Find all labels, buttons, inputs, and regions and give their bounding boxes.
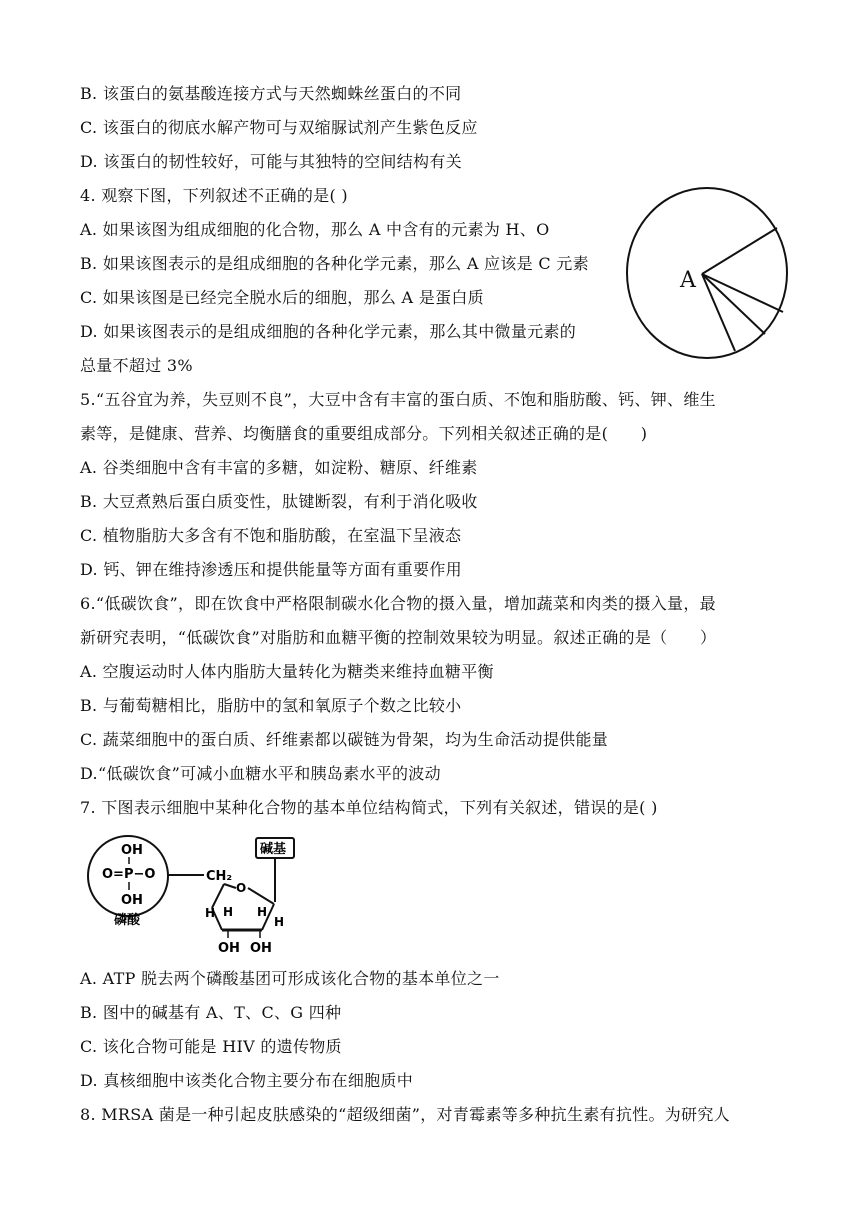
pie-divider-2 [702, 274, 783, 312]
q4-stem: 4. 观察下图，下列叙述不正确的是( ) [80, 186, 348, 205]
q7-option-a: A. ATP 脱去两个磷酸基团可形成该化合物的基本单位之一 [80, 969, 500, 988]
q4-option-a: A. 如果该图为组成细胞的化合物，那么 A 中含有的元素为 H、O [80, 220, 550, 239]
q6-stem-line1: 6.“低碳饮食”，即在饮食中严格限制碳水化合物的摄入量，增加蔬菜和肉类的摄入量，最 [80, 594, 716, 613]
pie-divider-1 [702, 228, 777, 274]
q4-option-c: C. 如果该图是已经完全脱水后的细胞，那么 A 是蛋白质 [80, 288, 484, 307]
q5-stem-line1: 5.“五谷宜为养，失豆则不良”，大豆中含有丰富的蛋白质、不饱和脂肪酸、钙、钾、维生 [80, 390, 716, 409]
q7-option-d: D. 真核细胞中该类化合物主要分布在细胞质中 [80, 1071, 414, 1090]
phosphate-oh-bottom: OH [121, 893, 143, 908]
q3-option-c: C. 该蛋白的彻底水解产物可与双缩脲试剂产生紫色反应 [80, 118, 478, 137]
q5-option-c: C. 植物脂肪大多含有不饱和脂肪酸，在室温下呈液态 [80, 526, 462, 545]
sugar-bond-5 [248, 888, 274, 904]
q4-pie-figure [622, 186, 792, 362]
q7-option-b: B. 图中的碱基有 A、T、C、G 四种 [80, 1003, 342, 1022]
h-label-1: H [205, 906, 216, 920]
phosphate-oh-top: OH [121, 843, 143, 858]
phosphate-p-row: O=P−O [102, 867, 156, 882]
ch2-label: CH₂ [206, 869, 233, 884]
q4-option-d-line1: D. 如果该图表示的是组成细胞的各种化学元素，那么其中微量元素的 [80, 322, 577, 341]
h-label-3: H [257, 905, 268, 919]
ring-oxygen: O [236, 881, 247, 895]
q7-nucleotide-structure [84, 830, 324, 960]
q5-option-b: B. 大豆煮熟后蛋白质变性，肽键断裂，有利于消化吸收 [80, 492, 478, 511]
q5-option-d: D. 钙、钾在维持渗透压和提供能量等方面有重要作用 [80, 560, 462, 579]
pie-divider-3 [702, 274, 765, 334]
q7-stem: 7. 下图表示细胞中某种化合物的基本单位结构简式，下列有关叙述，错误的是( ) [80, 798, 658, 817]
q6-option-b: B. 与葡萄糖相比，脂肪中的氢和氧原子个数之比较小 [80, 696, 462, 715]
q3-option-b: B. 该蛋白的氨基酸连接方式与天然蜘蛛丝蛋白的不同 [80, 84, 462, 103]
oh-label-1: OH [218, 941, 240, 956]
h-label-2: H [223, 905, 234, 919]
q6-option-a: A. 空腹运动时人体内脂肪大量转化为糖类来维持血糖平衡 [80, 662, 494, 681]
q6-stem-line2: 新研究表明，“低碳饮食”对脂肪和血糖平衡的控制效果较为明显。叙述正确的是（ ） [80, 628, 717, 647]
q6-option-c: C. 蔬菜细胞中的蛋白质、纤维素都以碳链为骨架，均为生命活动提供能量 [80, 730, 609, 749]
q4-option-d-line2: 总量不超过 3% [80, 356, 193, 375]
h-label-4: H [274, 915, 285, 929]
q5-option-a: A. 谷类细胞中含有丰富的多糖，如淀粉、糖原、纤维素 [80, 458, 478, 477]
q5-stem-line2: 素等，是健康、营养、均衡膳食的重要组成部分。下列相关叙述正确的是( ) [80, 424, 648, 443]
q6-option-d: D.“低碳饮食”可减小血糖水平和胰岛素水平的波动 [80, 764, 441, 783]
q7-option-c: C. 该化合物可能是 HIV 的遗传物质 [80, 1037, 342, 1056]
q3-option-d: D. 该蛋白的韧性较好，可能与其独特的空间结构有关 [80, 152, 462, 171]
q4-option-b: B. 如果该图表示的是组成细胞的各种化学元素，那么 A 应该是 C 元素 [80, 254, 589, 273]
pie-divider-4 [702, 274, 735, 351]
phosphate-label: 磷酸 [114, 913, 141, 928]
sugar-bond-6 [224, 884, 236, 888]
oh-label-2: OH [250, 941, 272, 956]
q8-stem-line1: 8. MRSA 菌是一种引起皮肤感染的“超级细菌”，对青霉素等多种抗生素有抗性。为研究人 [80, 1105, 730, 1124]
base-label: 碱基 [260, 842, 287, 857]
pie-label-a: A [680, 268, 696, 293]
